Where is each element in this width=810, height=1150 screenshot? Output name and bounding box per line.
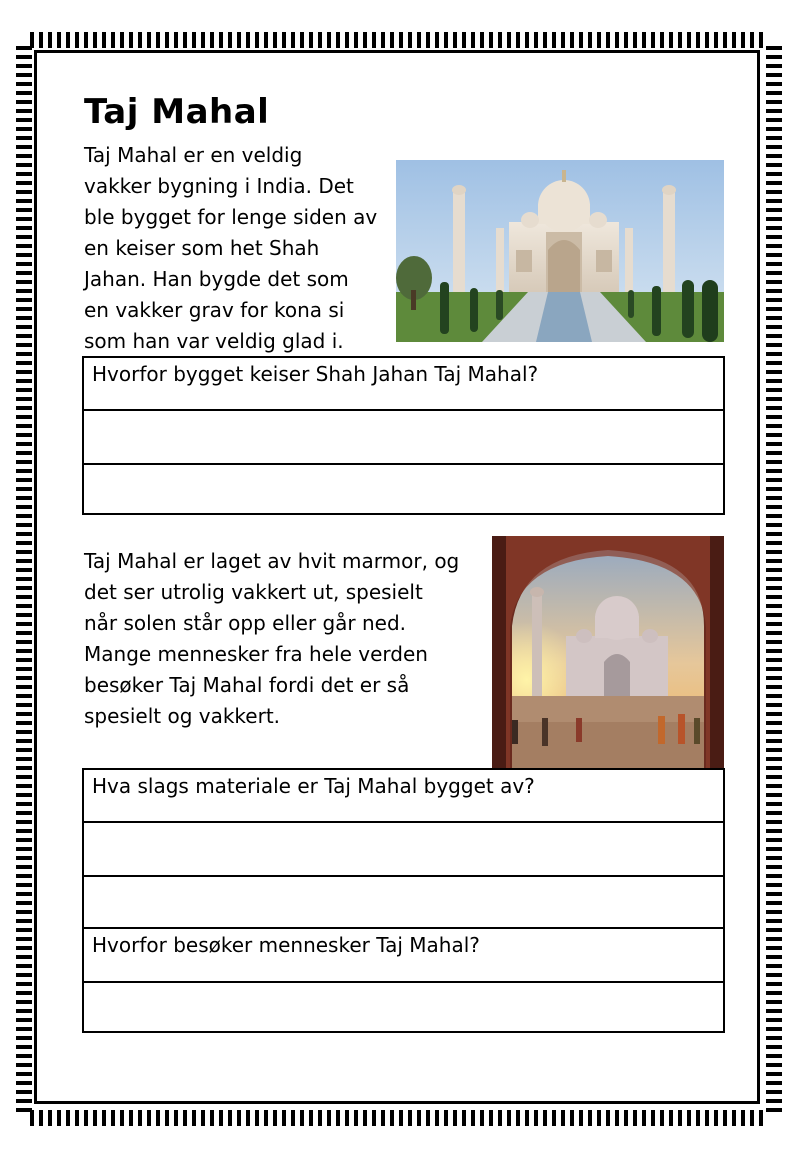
question-1: Hvorfor bygget keiser Shah Jahan Taj Mahal? xyxy=(83,357,724,410)
paragraph-line: det ser utrolig vakkert ut, spesielt xyxy=(84,580,423,604)
paragraph-line: spesielt og vakkert. xyxy=(84,704,281,728)
paragraph-line: Jahan. Han bygde det som xyxy=(84,267,349,291)
taj-mahal-garden-photo xyxy=(396,160,724,342)
answer-line[interactable] xyxy=(83,876,724,928)
border-right xyxy=(766,46,782,1112)
answer-line[interactable] xyxy=(83,410,724,464)
answer-table-2 xyxy=(82,768,725,1033)
reading-paragraph-2 xyxy=(84,546,484,732)
border-bottom xyxy=(30,1110,768,1126)
paragraph-line: besøker Taj Mahal fordi det er så xyxy=(84,673,410,697)
paragraph-line: en vakker grav for kona si xyxy=(84,298,345,322)
paragraph-line: når solen står opp eller går ned. xyxy=(84,611,407,635)
question-3: Hvorfor besøker mennesker Taj Mahal? xyxy=(83,928,724,982)
paragraph-line: Taj Mahal er laget av hvit marmor, og xyxy=(84,549,460,573)
paragraph-line: Mange mennesker fra hele verden xyxy=(84,642,428,666)
answer-line[interactable] xyxy=(83,982,724,1032)
paragraph-line: en keiser som het Shah xyxy=(84,236,320,260)
paragraph-line: Taj Mahal er en veldig xyxy=(84,143,303,167)
answer-line[interactable] xyxy=(83,822,724,876)
paragraph-line: som han var veldig glad i. xyxy=(84,329,344,353)
border-top xyxy=(30,32,768,48)
answer-table-1 xyxy=(82,356,725,515)
answer-line[interactable] xyxy=(83,464,724,514)
reading-paragraph-1 xyxy=(84,140,389,357)
border-left xyxy=(16,46,32,1112)
question-2: Hva slags materiale er Taj Mahal bygget av? xyxy=(83,769,724,822)
taj-mahal-sunset-arch-photo xyxy=(492,536,724,768)
paragraph-line: vakker bygning i India. Det xyxy=(84,174,354,198)
page-title: Taj Mahal xyxy=(84,92,270,132)
paragraph-line: ble bygget for lenge siden av xyxy=(84,205,378,229)
